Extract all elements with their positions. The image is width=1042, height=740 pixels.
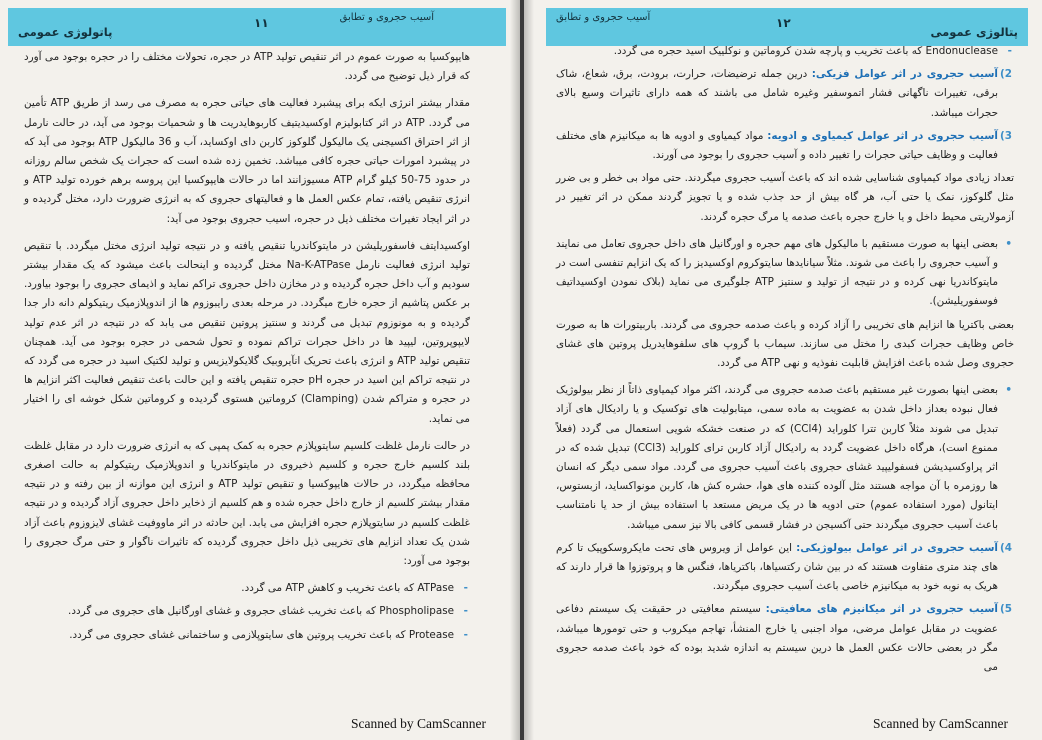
- scanner-watermark: Scanned by CamScanner: [873, 716, 1008, 731]
- header-title: پاتولوژی عمومی: [18, 25, 113, 39]
- gutter-shadow: [510, 0, 520, 740]
- list-item: [556, 169, 1014, 227]
- list-item: [556, 235, 1014, 312]
- item-text: Endonuclease که باعث تخریب و پارچه شدن کروماتین و نوکلییک اسید حجره می گردد.: [613, 45, 998, 57]
- section-heading: آسیب حجروی در اثر عوامل کیمیاوی و ادویه:: [767, 129, 998, 142]
- item-marker: 2): [1000, 68, 1012, 81]
- page-body: [556, 42, 1014, 681]
- section-heading: آسیب حجروی در اثر عوامل فزیکی:: [811, 68, 998, 81]
- page-number: ۱۱: [254, 16, 269, 30]
- item-text: بعضی اینها به صورت مستقیم با مالیکول های مهم حجره و اورگانیل های داخل حجروی تعامل می نمایند و آسیب حجروی را باعث می شوند. مثلاً سیانایدها سایتوکروم اوکسیدیز را که یک انزایم تنفسی است در مایتوکاندریا نهی کرده و در نتیجه از تولید و سنتیز ATP جلوگیری می نماید (بلاک نمودن اوکسیداتیف فوسفوریلیشن).: [556, 237, 999, 308]
- list-item: [556, 539, 1014, 597]
- item-text: بعضی اینها بصورت غیر مستقیم باعث صدمه حجروی می گردند، اکثر مواد کیمیاوی ذاتاً از نظر بیولوژیک فعال نبوده بعداز داخل شدن به عضویت به ماده سمی، میتابولیت های توکسیک و یا رادیکال های آزاد تبدیل می شوند مثلاً کاربن تترا کلوراید (CCl4) که در صنعت خشکه شویی استعمال می گردد (فعلاً ممنوع است)، هرگاه داخل عضویت گردد به رادیکال آزاد کاربن ترای کلوراید (CCl3) تبدیل شده که در اثر پراوکسیدیشن فسفولیپید غشای حجروی باعث آسیب حجروی می گردد. مواد سمی دیگر که انسان ها روزمره با آن مواجه هستند مثل آلوده کننده های هوا، حشره کش ها، کاربن مونواکساید، ازبستوس، ایتانول (مورد استفاده عموم) حتی ادویه ها در یک مریض مستعد با استفاده بیش از حد یا نامتناسب باعث آسیب حجروی میگردند حتی آکسیجن در فشار قسمی کافی بالا نیز سمی میباشد.: [556, 384, 998, 531]
- list-item: [556, 65, 1014, 123]
- list-item: [24, 579, 470, 598]
- item-marker: •: [1005, 384, 1012, 397]
- item-marker: •: [1005, 237, 1012, 250]
- paragraph: مقدار بیشتر انرژی ایکه برای پیشبرد فعالیت های حیاتی حجره به مصرف می رسد از طریق ATP تأمین می گردد. ATP در اثر کتابولیزم اوکسیدیتیف کاربوهایدریت ها و شحمیات بوجود می آید، در حالت نارمل از اثر احتراق اکسیجنی یک مالیکول گلوکوز کاربن دای اوکساید، آب و 36 مالیکول ATP بوجود می آید که در پیشبرد امورات حیاتی حجره کافی میباشد. تخمین زده شده است که حجرات یک شخص سالم روزانه در حدود 75-50 کیلو گرام ATP مسیوزانند اما در حالات هایپوکسیا این پروسه برهم خورده تولید ATP و انرژی تنقیص یافته، تمام عکس العمل ها و فعالیتهای حجروی که به انرژی ضرورت دارد، مختل گردیده و در اثر ایجاد تغیرات مختلف ذیل در حجره، اسیب حجروی بوجود می آید:: [24, 97, 470, 225]
- page-number: ۱۲: [776, 16, 791, 30]
- list-item-text: Protease که باعث تخریب پروتین های سایتوپلازمی و ساختمانی غشای حجروی می گردد.: [69, 628, 454, 641]
- list-item-text: ATPase که باعث تخریب و کاهش ATP می گردد.: [241, 582, 454, 595]
- list-item: [556, 316, 1014, 374]
- header-title: پتالوژی عمومی: [930, 25, 1018, 39]
- item-marker: -: [1007, 45, 1012, 57]
- list-item: [556, 42, 1014, 61]
- item-text: بعضی باکتریا ها انزایم های تخریبی را آزاد کرده و باعث صدمه حجروی می گردند. باربیتورات ها به صورت خاص وظایف حجرات کبدی را مختل می سازند. سیماب با گروپ های سلفوهایدریل پروتین های غشای حجروی وصل شده باعث افزایش قابلیت نفوذیه و نهی ATP می گردد.: [556, 318, 1014, 370]
- section-heading: آسیب حجروی در اثر میکانیزم های معافیتی:: [765, 603, 998, 616]
- list-item-text: Phospholipase که باعث تخریب غشای حجروی و غشای اورگانیل های حجروی می گردد.: [68, 605, 454, 618]
- scanner-watermark: Scanned by CamScanner: [351, 716, 486, 731]
- left-page: [0, 0, 520, 740]
- list-item: [24, 602, 470, 621]
- item-text: سیستم معافیتی در حقیقت یک سیستم دفاعی عضویت در مقابل عوامل مرضی، مواد اجنبی یا خارج المنشأ، تهاجم میکروب و حتی تومورها میباشد، مگر در بعضی حالات عکس العمل ها درین سیستم به اندازه شدید بوده که خود باعث صدمه حجروی می: [556, 603, 998, 674]
- item-marker: 4): [1000, 541, 1012, 554]
- dash-marker: -: [463, 628, 468, 641]
- item-marker: 3): [1000, 129, 1012, 142]
- header-subtitle: آسیب حجروی و تطابق: [556, 12, 651, 23]
- section-heading: آسیب حجروی در اثر عوامل بیولوژیکی:: [796, 541, 998, 554]
- page-header: [546, 8, 1028, 46]
- paragraph: هایپوکسیا به صورت عموم در اثر تنقیص تولید ATP در حجره، تحولات مختلف را در حجره بوجود می آورد که قرار ذیل توضیح می گردد.: [24, 51, 470, 83]
- paragraph: اوکسیدایتف فاسفوریلیشن در مایتوکاندریا تنقیص یافته و در نتیجه تولید انرژی مختل میگردد. با تنقیص تولید انرژی فعالیت نارمل Na-K-ATPase مختل گردیده و اینحالت باعث میشود که یک مقدار بیشتر سودیم و آب داخل حجره گردیده و در مخازن داخل حجروی تراکم نماید و اذیمای حجروی را بوجود بیاورد. بر عکس پتاشیم از حجره خارج میگردد. در مرحله بعدی رایبوزوم ها از اندوپلازمیک ریتیکولم دانه دار جدا گردیده و به مونوزوم تبدیل می گردند و سنتیز پروتین تنقیص می یابد که در نتیجه در اثر عدم تولید لایپوپروتین، لیپید ها در داخل حجرات تراکم نموده و تحول شحمی در حجره بوجود می آید. همچنان تنقیص تولید ATP و انرژی باعث تحریک انآیروبیک گلایکولایزیس و تولید لکتیک اسید در حجره می گردد که در نتیجه تراکم این اسید در حجره pH حجره تنقیص یافته و این حالت باعث تنقیص فعالیت اکثر انزایم ها در حجره و متراکم شدن (Clamping) کروماتین هستوی گردیده و کروماتین شکل خوشه ای را اختیار می نماید.: [24, 239, 470, 425]
- paragraph: در حالت نارمل غلظت کلسیم سایتوپلازم حجره به کمک پمپی که به انرژی ضرورت دارد در مقابل غلظت بلند کلسیم خارج حجره و کلسیم ذخیروی در مایتوکاندریا و اندوپلازمیک ریتیکولم به حالت اصغری محافظه میگردد، در حالات هایپوکسیا و تنقیص تولید ATP و انرژی این موازنه از بین رفته و در نتیجه مقدار بیشتر کلسیم از خارج داخل حجره شده و هم کلسیم از ذخایر داخل حجروی آزاد گردیده و در نتیجه غلظت کلسیم در سایتوپلازم حجره افزایش می یابد. این حادثه در اثر ماووفیت غشای لایزوزوم باعث آزاد شدن یک تعداد انزایم های تخریبی ذیل داخل حجروی گردیده که تاثیرات ناگوار و حتی مرگ حجروی را بوجود می آورد:: [24, 439, 470, 568]
- item-marker: 5): [1000, 603, 1012, 616]
- list-item: [24, 626, 470, 645]
- right-page: [524, 0, 1042, 740]
- gutter-shadow: [524, 0, 534, 740]
- list-item: [556, 127, 1014, 165]
- page-body: [24, 48, 470, 649]
- list-item: [556, 600, 1014, 677]
- item-text: مواد کیمیاوی و ادویه ها به میکانیزم های مختلف فعالیت و وظایف حیاتی حجرات را تغییر داده و آسیب حجروی را بوجود می آورند.: [556, 129, 998, 162]
- dash-marker: -: [463, 582, 468, 595]
- item-text: این عوامل از ویروس های تحت مایکروسکوپیک تا کرم های چند متری متفاوت هستند که در بین شان رکتسیاها، باکتریاها، فنگس ها و پروتوزوا ها قرار دارند که هریک به نوبه خود به میکانیزم خاصی باعث آسیب حجروی میگردند.: [556, 541, 998, 593]
- page-header: [8, 8, 506, 46]
- item-text: تعداد زیادی مواد کیمیاوی شناسایی شده اند که باعث آسیب حجروی میگردند. حتی مواد بی خطر و بی ضرر مثل گلوکوز، نمک یا حتی آب، هر گاه بیش از حد جذب شده و یا تجویز گردند ممکن در اثر تغییر در آزمولاریتی محیط داخل و یا خارج حجره باعث صدمه یا مرگ حجره گردند.: [556, 172, 1014, 223]
- list-item: [556, 381, 1014, 535]
- item-text: درین جمله ترضیضات، حرارت، برودت، برق، شعاع، شاک برقی، تغییرات ناگهانی فشار اتموسفیر وغیره شامل می باشند که همه دارای تاثیرات وسیع بالای حجرات میباشد.: [556, 68, 998, 119]
- dash-marker: -: [463, 605, 468, 618]
- header-subtitle: آسیب حجروی و تطابق: [339, 12, 434, 23]
